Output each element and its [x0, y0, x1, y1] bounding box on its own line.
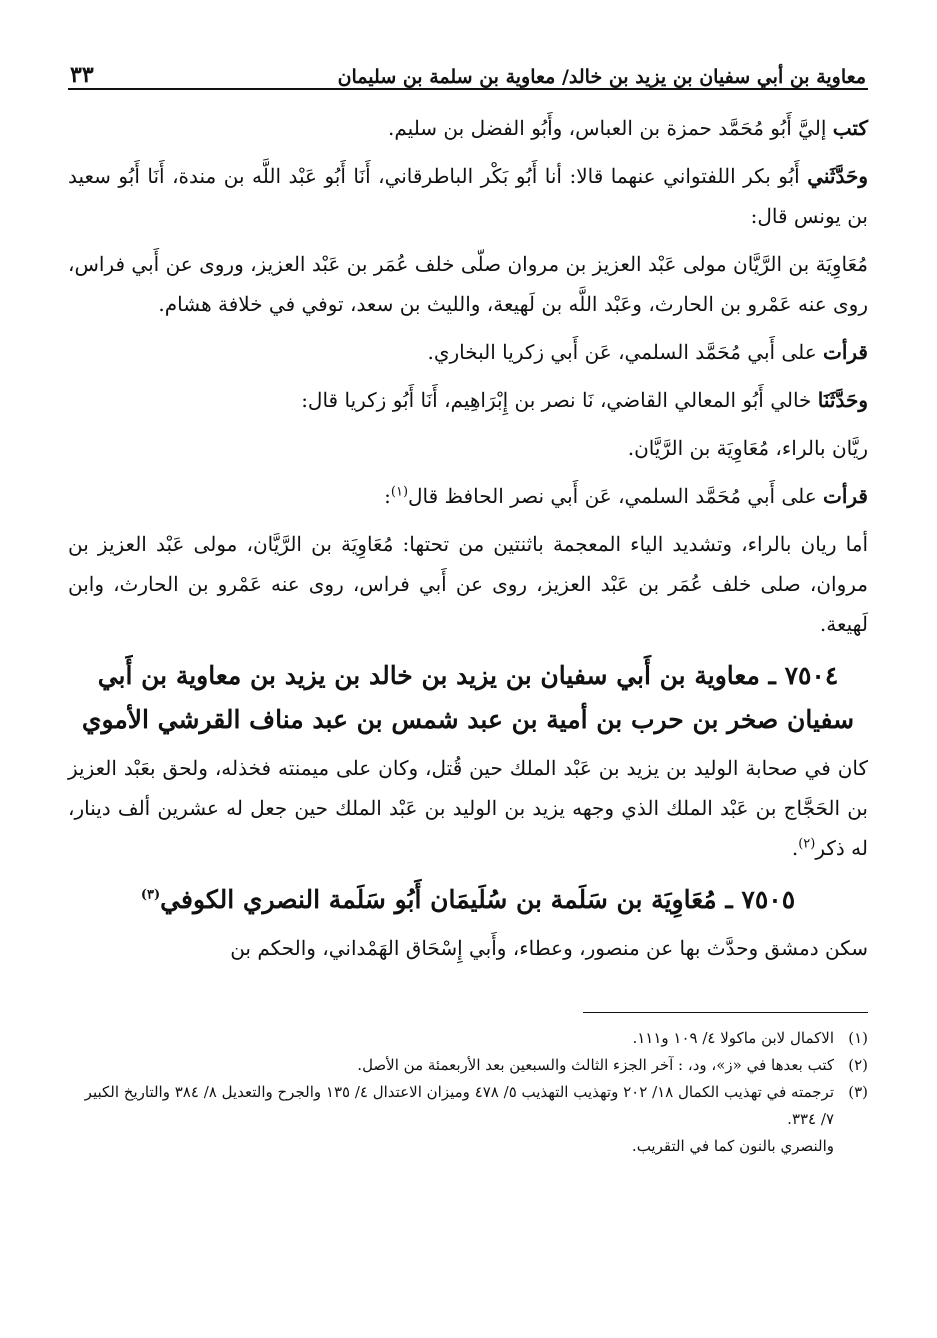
- entry-title-7505: [68, 878, 868, 922]
- paragraph-text: خالي أَبُو المعالي القاضي، نَا نصر بن إِبْرَاهِيم، أَنَا أَبُو زكريا قال:: [301, 388, 818, 412]
- page-number: ٣٣: [70, 62, 94, 88]
- paragraph: [68, 244, 868, 324]
- paragraph-keyword: كتب: [832, 116, 868, 140]
- footnote-continuation: والنصري بالنون كما في التقريب.: [631, 1137, 834, 1155]
- paragraph-text: سكن دمشق وحدَّث بها عن منصور، وعطاء، وأَبي إِسْحَاق الهَمْداني، والحكم بن: [230, 936, 868, 960]
- entry-title-7504: ٧٥٠٤ ـ معاوية بن أَبي سفيان بن يزيد بن خالد بن يزيد بن معاوية بن أَبي سفيان صخر بن حرب بن أمية بن عبد شمس بن عبد مناف القرشي الأموي: [81, 661, 855, 734]
- paragraph-keyword: وحَدَّثَني: [807, 164, 868, 188]
- paragraph-text: مُعَاوِيَة بن الرَّيَّان مولى عَبْد العزيز بن مروان صلّى خلف عُمَر بن عَبْد العزيز، وروى عن أَبي فراس، روى عنه عَمْرو بن الحارث، وعَبْد اللَّه بن لَهيعة، والليث بن سعد، توفي في خلافة هشام.: [68, 252, 868, 316]
- paragraph-text: أَبُو بكر اللفتواني عنهما قالا: أنا أَبُو بَكْر الباطرقاني، أَنَا أَبُو عَبْد اللَّه بن مندة، أَنَا أَبُو سعيد بن يونس قال:: [68, 164, 868, 228]
- footnote-number: (٣): [848, 1083, 868, 1101]
- paragraph-keyword: قرأت: [823, 340, 868, 364]
- footnote-text: الاكمال لابن ماكولا ٤/ ١٠٩ و١١١.: [632, 1029, 834, 1047]
- footnote-ref[interactable]: (١): [390, 484, 409, 500]
- footnote-number: (١): [848, 1029, 868, 1047]
- footnote: [68, 1052, 868, 1079]
- paragraph-text: أما ريان بالراء، وتشديد الياء المعجمة باثنتين من تحتها: مُعَاوِيَة بن الرَّيَّان، مولى عَبْد العزيز بن مروان، صلى خلف عُمَر بن عَبْد العزيز، روى عن أَبي فراس، روى عنه عَمْرو بن الحارث، وابن لَهيعة.: [68, 532, 868, 636]
- footnote-number: (٢): [848, 1056, 868, 1074]
- paragraph-tail: .: [791, 836, 799, 860]
- paragraph: [68, 108, 868, 148]
- book-page: [68, 52, 868, 1312]
- paragraph-tail: :: [384, 484, 391, 508]
- entry-text-7504: [68, 748, 868, 868]
- paragraph-text: كان في صحابة الوليد بن يزيد بن عَبْد الملك حين قُتل، وكان على ميمنته فخذله، ولحق بعَبْد العزيز بن الحَجَّاج بن عَبْد الملك الذي وجهه يزيد بن الوليد بن عَبْد الملك حين جعل له عشرين ألف دينار، له ذكر: [68, 756, 868, 860]
- footnote-text: ترجمته في تهذيب الكمال ١٨/ ٢٠٢ وتهذيب التهذيب ٥/ ٤٧٨ وميزان الاعتدال ٤/ ١٣٥ والجرح والتعديل ٨/ ٣٨٤ والتاريخ الكبير ٧/ ٣٣٤.: [84, 1083, 834, 1128]
- main-text: [68, 108, 868, 968]
- paragraph-keyword: قرأت: [823, 484, 868, 508]
- footnote: [68, 1025, 868, 1052]
- running-title: معاوية بن أبي سفيان بن يزيد بن خالد/ معاوية بن سلمة بن سليمان: [337, 66, 866, 88]
- paragraph: [68, 476, 868, 516]
- paragraph: [68, 524, 868, 644]
- paragraph: [68, 380, 868, 420]
- footnote-text: كتب بعدها في «ز»، ود، : آخر الجزء الثالث والسبعين بعد الأربعمئة من الأصل.: [357, 1056, 834, 1074]
- paragraph: [68, 156, 868, 236]
- footnotes: [68, 1025, 868, 1160]
- footnote-ref[interactable]: (٣): [140, 887, 161, 903]
- paragraph: [68, 332, 868, 372]
- paragraph-text: ريَّان بالراء، مُعَاوِيَة بن الرَّيَّان.: [627, 436, 868, 460]
- running-head: [68, 52, 868, 90]
- footnote-divider: [583, 1012, 868, 1013]
- entry-text-7505: [68, 928, 868, 968]
- footnote: [68, 1079, 868, 1133]
- paragraph-keyword: وحَدَّثَنَا: [817, 388, 868, 412]
- paragraph-text: على أَبي مُحَمَّد السلمي، عَن أَبي نصر الحافظ قال: [408, 484, 824, 508]
- paragraph: [68, 428, 868, 468]
- paragraph-text: على أَبي مُحَمَّد السلمي، عَن أَبي زكريا البخاري.: [427, 340, 824, 364]
- footnote-ref[interactable]: (٢): [798, 836, 816, 852]
- entry-title-text: ٧٥٠٥ ـ مُعَاوِيَة بن سَلَمة بن سُلَيمَان أَبُو سَلَمة النصري الكوفي: [160, 885, 796, 914]
- paragraph-text: إليَّ أَبُو مُحَمَّد حمزة بن العباس، وأَبُو الفضل بن سليم.: [387, 116, 833, 140]
